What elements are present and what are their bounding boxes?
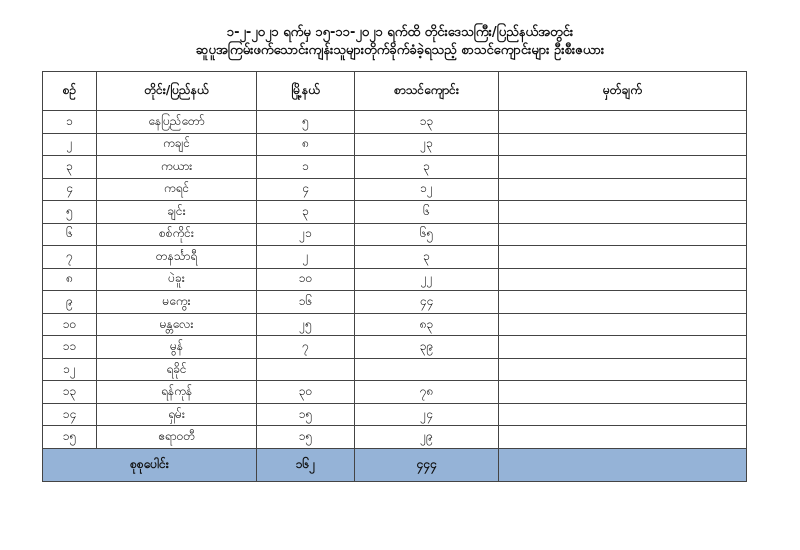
table-row — [43, 268, 747, 291]
cell-region: မန္တလေး — [97, 313, 257, 336]
cell-remarks — [499, 133, 747, 156]
cell-serial: ၅ — [43, 201, 97, 224]
cell-remarks — [499, 403, 747, 426]
cell-region: ပဲခူး — [97, 268, 257, 291]
header-township: မြို့နယ် — [257, 72, 355, 111]
header-region: တိုင်း/ပြည်နယ် — [97, 72, 257, 111]
report-title-line2: ဆူပူအကြမ်းဖက်သောင်းကျန်းသူများတိုက်ခိုက်ခံခဲ့ရသည့် စာသင်ကျောင်းများ ဦးစီးဇယား — [195, 43, 605, 58]
table-row — [43, 223, 747, 246]
table-row — [43, 178, 747, 201]
cell-serial: ၈ — [43, 268, 97, 291]
table-row — [43, 403, 747, 426]
total-remarks — [499, 449, 747, 482]
cell-region: ရန်ကုန် — [97, 381, 257, 404]
header-serial: စဉ် — [43, 72, 97, 111]
table-header-row — [43, 72, 747, 111]
cell-township: ၁၆ — [257, 291, 355, 314]
table-row — [43, 133, 747, 156]
cell-schools: ၂၉ — [355, 426, 499, 449]
table-row — [43, 201, 747, 224]
cell-region: စစ်ကိုင်း — [97, 223, 257, 246]
table-row — [43, 111, 747, 134]
cell-schools: ၄၄ — [355, 291, 499, 314]
cell-serial: ၁၄ — [43, 403, 97, 426]
cell-serial: ၆ — [43, 223, 97, 246]
cell-schools: ၈၃ — [355, 313, 499, 336]
cell-region: မွန် — [97, 336, 257, 359]
cell-township: ၁ — [257, 156, 355, 179]
header-remarks: မှတ်ချက် — [499, 72, 747, 111]
cell-township — [257, 358, 355, 381]
cell-remarks — [499, 111, 747, 134]
cell-serial: ၁၅ — [43, 426, 97, 449]
cell-region: ကချင် — [97, 133, 257, 156]
table-row — [43, 291, 747, 314]
cell-remarks — [499, 223, 747, 246]
cell-serial: ၄ — [43, 178, 97, 201]
table-row — [43, 313, 747, 336]
cell-township: ၃ — [257, 201, 355, 224]
cell-remarks — [499, 426, 747, 449]
schools-attacked-table — [42, 71, 747, 482]
cell-township: ၇ — [257, 336, 355, 359]
cell-schools: ၁၂ — [355, 178, 499, 201]
cell-township: ၂၁ — [257, 223, 355, 246]
cell-remarks — [499, 201, 747, 224]
report-title-line1: ၁-၂-၂၀၂၁ ရက်မှ ၁၅-၁၁-၂၀၂၁ ရက်ထိ တိုင်းဒေသကြီး/ပြည်နယ်အတွင်း — [226, 25, 574, 40]
cell-remarks — [499, 178, 747, 201]
total-townships: ၁၆၂ — [257, 449, 355, 482]
cell-township: ၁၀ — [257, 268, 355, 291]
cell-serial: ၁ — [43, 111, 97, 134]
cell-serial: ၉ — [43, 291, 97, 314]
cell-township: ၈ — [257, 133, 355, 156]
cell-township: ၁၅ — [257, 426, 355, 449]
cell-serial: ၁၀ — [43, 313, 97, 336]
cell-schools: ၆ — [355, 201, 499, 224]
cell-remarks — [499, 313, 747, 336]
cell-schools: ၃ — [355, 156, 499, 179]
cell-region: မကွေး — [97, 291, 257, 314]
total-schools: ၄၄၄ — [355, 449, 499, 482]
cell-region: ကရင် — [97, 178, 257, 201]
cell-region: ကယား — [97, 156, 257, 179]
header-schools: စာသင်ကျောင်း — [355, 72, 499, 111]
cell-schools: ၃ — [355, 246, 499, 269]
cell-schools: ၇၈ — [355, 381, 499, 404]
cell-township: ၂ — [257, 246, 355, 269]
cell-remarks — [499, 358, 747, 381]
cell-region: ချင်း — [97, 201, 257, 224]
cell-region: ရခိုင် — [97, 358, 257, 381]
cell-serial: ၇ — [43, 246, 97, 269]
cell-township: ၄ — [257, 178, 355, 201]
table-row — [43, 156, 747, 179]
table-row — [43, 246, 747, 269]
cell-schools: ၂၂ — [355, 268, 499, 291]
table-row — [43, 381, 747, 404]
table-row — [43, 358, 747, 381]
table-row — [43, 426, 747, 449]
cell-remarks — [499, 156, 747, 179]
cell-schools: ၃၉ — [355, 336, 499, 359]
cell-remarks — [499, 381, 747, 404]
cell-schools: ၆၅ — [355, 223, 499, 246]
cell-schools — [355, 358, 499, 381]
cell-serial: ၂ — [43, 133, 97, 156]
cell-region: ဧရာဝတီ — [97, 426, 257, 449]
cell-township: ၂၅ — [257, 313, 355, 336]
cell-serial: ၁၁ — [43, 336, 97, 359]
cell-township: ၃၀ — [257, 381, 355, 404]
cell-region: ရှမ်း — [97, 403, 257, 426]
total-row — [43, 449, 747, 482]
cell-township: ၁၅ — [257, 403, 355, 426]
total-label: စုစုပေါင်း — [43, 449, 257, 482]
cell-region: နေပြည်တော် — [97, 111, 257, 134]
table-body — [43, 111, 747, 449]
cell-township: ၅ — [257, 111, 355, 134]
cell-schools: ၁၃ — [355, 111, 499, 134]
table-row — [43, 336, 747, 359]
cell-remarks — [499, 246, 747, 269]
cell-serial: ၃ — [43, 156, 97, 179]
cell-schools: ၂၃ — [355, 133, 499, 156]
cell-remarks — [499, 268, 747, 291]
cell-region: တနင်္သာရီ — [97, 246, 257, 269]
cell-serial: ၁၃ — [43, 381, 97, 404]
cell-remarks — [499, 336, 747, 359]
cell-serial: ၁၂ — [43, 358, 97, 381]
cell-remarks — [499, 291, 747, 314]
cell-schools: ၂၄ — [355, 403, 499, 426]
